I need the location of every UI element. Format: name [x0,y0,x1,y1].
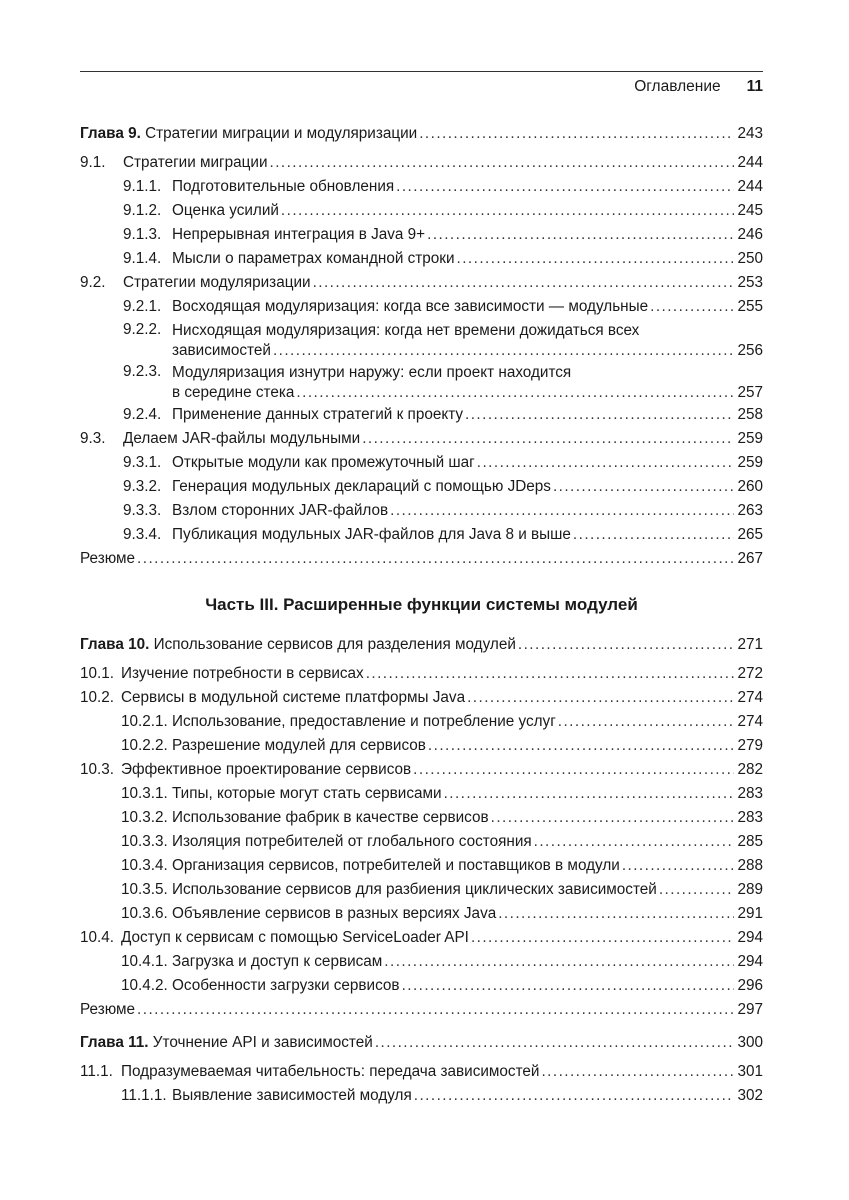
toc-entry[interactable] [80,427,763,451]
entry-title: Применение данных стратегий к проекту [172,406,464,423]
toc-entry[interactable] [80,830,763,854]
entry-title: Доступ к сервисам с помощью ServiceLoader API [121,929,469,946]
section-number: 9.2. [80,274,106,291]
section-number: 10.3.4. [121,857,168,874]
dot-leader [281,199,735,223]
dot-leader [419,122,734,146]
chapter-entry[interactable] [80,633,763,657]
page-ref: 263 [737,502,763,519]
section-number: 10.4.1. [121,953,168,970]
entry-title-block [172,361,763,403]
table-of-contents [80,122,763,1108]
page-ref: 256 [737,342,763,359]
dot-leader [375,1031,735,1055]
page-ref: 250 [737,250,763,267]
section-number: 9.3.4. [123,526,162,543]
toc-entry[interactable] [80,199,763,223]
toc-entry[interactable] [80,806,763,830]
entry-title: Нисходящая модуляризация: когда нет времени дожидаться всех [172,322,640,339]
entry-title-line2: зависимостей [172,342,271,359]
entry-title: Стратегии модуляризации [123,274,311,291]
dot-leader [471,926,735,950]
page-ref: 301 [737,1063,763,1080]
dot-leader [313,271,735,295]
entry-title: Стратегии миграции [123,154,268,171]
toc-entry[interactable] [80,686,763,710]
dot-leader [137,998,734,1022]
dot-leader [384,950,734,974]
section-number: 9.2.1. [123,298,162,315]
entry-title: Типы, которые могут стать сервисами [172,785,442,802]
entry-title: Подразумеваемая читабельность: передача зависимостей [121,1063,540,1080]
entry-title: Изучение потребности в сервисах [121,665,364,682]
toc-entry[interactable] [80,319,763,361]
chapter-label: Глава 10. [80,636,150,653]
entry-title: Делаем JAR-файлы модульными [123,430,361,447]
section-number: 10.4. [80,929,115,946]
dot-leader [477,451,735,475]
dot-leader [428,734,735,758]
entry-title: Использование, предоставление и потребление услуг [172,713,556,730]
page-ref: 283 [737,809,763,826]
section-number: 9.1.1. [123,178,162,195]
dot-leader [270,151,735,175]
page-ref: 243 [737,125,763,142]
dot-leader [362,427,734,451]
entry-title: Организация сервисов, потребителей и поставщиков в модули [172,857,620,874]
entry-title: Резюме [80,1001,136,1018]
chapter-label: Глава 9. [80,125,141,142]
entry-title: Разрешение модулей для сервисов [172,737,426,754]
dot-leader [402,974,735,998]
section-number: 9.3.3. [123,502,162,519]
page-ref: 267 [737,550,763,567]
toc-entry[interactable] [80,950,763,974]
section-number: 10.2.1. [121,713,168,730]
entry-title: Использование сервисов для разделения модулей [153,636,516,653]
dot-leader [296,383,734,403]
section-number: 9.3. [80,430,106,447]
toc-entry[interactable] [80,451,763,475]
toc-entry[interactable] [80,782,763,806]
toc-entry[interactable] [80,1060,763,1084]
section-number: 9.1. [80,154,106,171]
page-ref: 294 [737,929,763,946]
toc-entry[interactable] [80,734,763,758]
page-ref: 279 [737,737,763,754]
entry-title: Сервисы в модульной системе платформы Java [121,689,466,706]
page-ref: 246 [737,226,763,243]
section-number: 11.1.1. [121,1087,167,1104]
entry-title: Генерация модульных деклараций с помощью JDeps [172,478,551,495]
entry-title: Изоляция потребителей от глобального состояния [172,833,532,850]
dot-leader [390,499,734,523]
section-number: 10.3.3. [121,833,168,850]
dot-leader [427,223,734,247]
dot-leader [444,782,735,806]
page-ref: 253 [737,274,763,291]
header-rule [80,71,763,72]
toc-entry[interactable] [80,295,763,319]
entry-title-block [172,319,763,361]
page-ref: 265 [737,526,763,543]
toc-entry[interactable] [80,403,763,427]
entry-title-continued [172,383,763,403]
dot-leader [137,547,734,571]
toc-entry[interactable] [80,1084,763,1108]
page-ref: 291 [737,905,763,922]
dot-leader [457,247,735,271]
page-ref: 259 [737,430,763,447]
toc-entry[interactable] [80,271,763,295]
section-number: 9.3.1. [123,454,162,471]
dot-leader [396,175,734,199]
dot-leader [622,854,735,878]
page-ref: 272 [737,665,763,682]
part-heading: Часть III. Расширенные функции системы модулей [205,595,638,614]
page-ref: 244 [737,154,763,171]
toc-entry[interactable] [80,151,763,175]
page-ref: 271 [737,636,763,653]
dot-leader [413,758,734,782]
entry-title: Загрузка и доступ к сервисам [172,953,383,970]
entry-title: Стратегии миграции и модуляризации [145,125,418,142]
toc-entry[interactable] [80,974,763,998]
toc-entry[interactable] [80,499,763,523]
section-number: 10.3.2. [121,809,168,826]
page-ref: 294 [737,953,763,970]
entry-title: Подготовительные обновления [172,178,395,195]
toc-entry[interactable] [80,223,763,247]
section-number: 10.3.6. [121,905,168,922]
page-ref: 300 [737,1034,763,1051]
section-number: 9.3.2. [123,478,162,495]
toc-entry[interactable] [80,710,763,734]
entry-title: Использование фабрик в качестве сервисов [172,809,489,826]
dot-leader [573,523,735,547]
entry-title: Резюме [80,550,136,567]
toc-entry[interactable] [80,361,763,403]
toc-entry[interactable] [80,926,763,950]
summary-entry[interactable] [80,998,763,1022]
summary-entry[interactable] [80,547,763,571]
page-ref: 297 [737,1001,763,1018]
section-number: 11.1. [80,1063,113,1080]
section-number: 10.3.5. [121,881,168,898]
dot-leader [465,403,734,427]
section-number: 9.2.4. [123,406,162,423]
dot-leader [273,341,735,361]
dot-leader [491,806,735,830]
page-ref: 260 [737,478,763,495]
toc-entry[interactable] [80,902,763,926]
page-number: 11 [746,78,763,95]
dot-leader [518,633,735,657]
section-number: 10.4.2. [121,977,168,994]
toc-entry[interactable] [80,523,763,547]
entry-title: Уточнение API и зависимостей [152,1034,373,1051]
entry-title: Оценка усилий [172,202,279,219]
section-number: 9.1.2. [123,202,162,219]
toc-entry[interactable] [80,662,763,686]
dot-leader [541,1060,734,1084]
entry-title: Непрерывная интеграция в Java 9+ [172,226,426,243]
running-header [634,78,763,96]
toc-entry[interactable] [80,475,763,499]
toc-entry[interactable] [80,758,763,782]
entry-title: Особенности загрузки сервисов [172,977,400,994]
section-number: 9.1.3. [123,226,162,243]
dot-leader [558,710,735,734]
entry-title: Эффективное проектирование сервисов [121,761,412,778]
toc-entry[interactable] [80,878,763,902]
page-ref: 288 [737,857,763,874]
dot-leader [366,662,735,686]
toc-entry[interactable] [80,854,763,878]
section-number: 10.2. [80,689,115,706]
entry-title: Использование сервисов для разбиения циклических зависимостей [172,881,657,898]
section-number: 10.2.2. [121,737,168,754]
page-ref: 259 [737,454,763,471]
section-number: 9.2.3. [123,363,162,380]
dot-leader [414,1084,735,1108]
entry-title-line2: в середине стека [172,384,295,401]
entry-title: Объявление сервисов в разных версиях Java [172,905,497,922]
page-ref: 244 [737,178,763,195]
chapter-label: Глава 11. [80,1034,149,1051]
entry-title: Взлом сторонних JAR-файлов [172,502,389,519]
page-ref: 283 [737,785,763,802]
page-ref: 274 [737,689,763,706]
entry-title: Модуляризация изнутри наружу: если проект находится [172,364,572,381]
section-number: 10.3. [80,761,115,778]
chapter-entry[interactable] [80,1031,763,1055]
page-ref: 289 [737,881,763,898]
entry-title: Восходящая модуляризация: когда все зависимости — модульные [172,298,649,315]
dot-leader [553,475,735,499]
entry-title: Мысли о параметрах командной строки [172,250,455,267]
dot-leader [498,902,734,926]
page-ref: 285 [737,833,763,850]
section-number: 9.2.2. [123,321,162,338]
section-number: 9.1.4. [123,250,162,267]
entry-title-continued [172,341,763,361]
chapter-entry[interactable] [80,122,763,146]
section-number: 10.1. [80,665,115,682]
page-ref: 258 [737,406,763,423]
page-ref: 245 [737,202,763,219]
dot-leader [534,830,735,854]
toc-entry[interactable] [80,247,763,271]
page-ref: 296 [737,977,763,994]
dot-leader [659,878,735,902]
page-ref: 302 [737,1087,763,1104]
dot-leader [650,295,734,319]
toc-entry[interactable] [80,175,763,199]
page-ref: 282 [737,761,763,778]
entry-title: Публикация модульных JAR-файлов для Java 8 и выше [172,526,571,543]
page-ref: 257 [737,384,763,401]
entry-title: Открытые модули как промежуточный шаг [172,454,475,471]
section-number: 10.3.1. [121,785,168,802]
page-ref: 255 [737,298,763,315]
running-header-section: Оглавление [634,78,721,95]
entry-title: Выявление зависимостей модуля [172,1087,412,1104]
dot-leader [467,686,734,710]
page-ref: 274 [737,713,763,730]
